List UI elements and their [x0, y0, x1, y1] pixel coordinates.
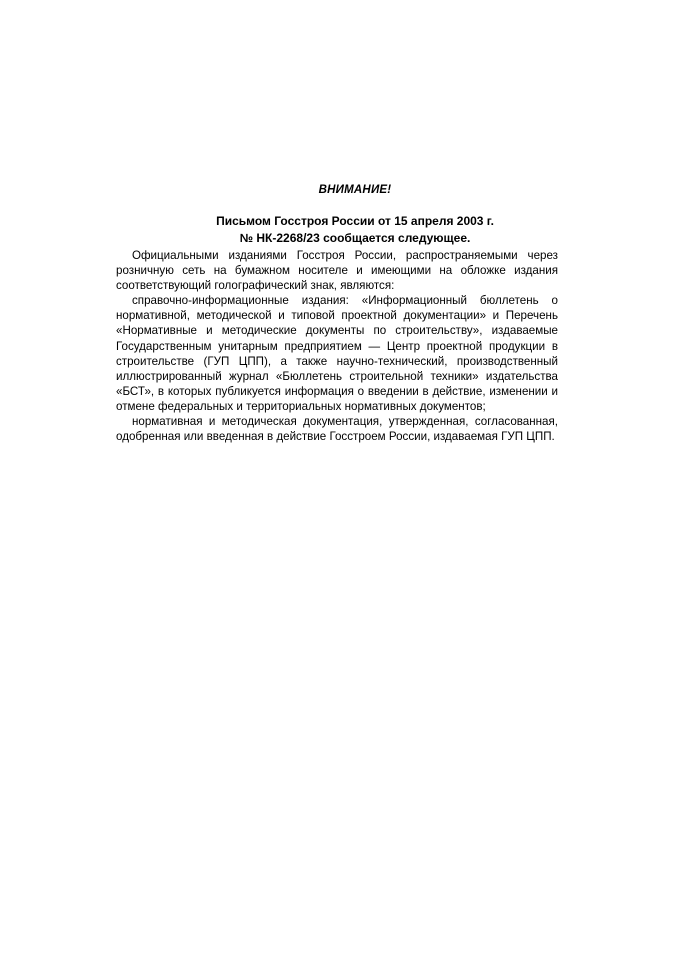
- paragraph-reference-publications: справочно-информационные издания: «Информационный бюллетень о нормативной, методической и типовой проектной документации» и Перечень «Нормативные и методические документы по строительству», издаваемые Государственным унитарным предприятием — Центр проектной продукции в строительстве (ГУП ЦПП), а также научно-технический, производственный иллюстрированный журнал «Бюллетень строительной техники» издательства «БСТ», в которых публикуется информация о введении в действие, изменении и отмене федеральных и территориальных нормативных документов;: [116, 294, 558, 413]
- letter-reference-line-2: № НК-2268/23 сообщается следующее.: [239, 231, 471, 245]
- notice-heading: ВНИМАНИЕ!: [318, 184, 392, 196]
- paragraph-normative-documentation: нормативная и методическая документация, утвержденная, согласованная, одобренная или введенная в действие Госстроем России, издаваемая ГУП ЦПП.: [116, 415, 558, 444]
- letter-reference-line-1: Письмом Госстроя России от 15 апреля 2003 г.: [216, 214, 494, 228]
- letter-reference: [100, 213, 610, 247]
- body-text: [116, 248, 558, 444]
- paragraph-intro: Официальными изданиями Госстроя России, распространяемыми через розничную сеть на бумажном носителе и имеющими на обложке издания соответствующий голографический знак, являются:: [116, 249, 558, 293]
